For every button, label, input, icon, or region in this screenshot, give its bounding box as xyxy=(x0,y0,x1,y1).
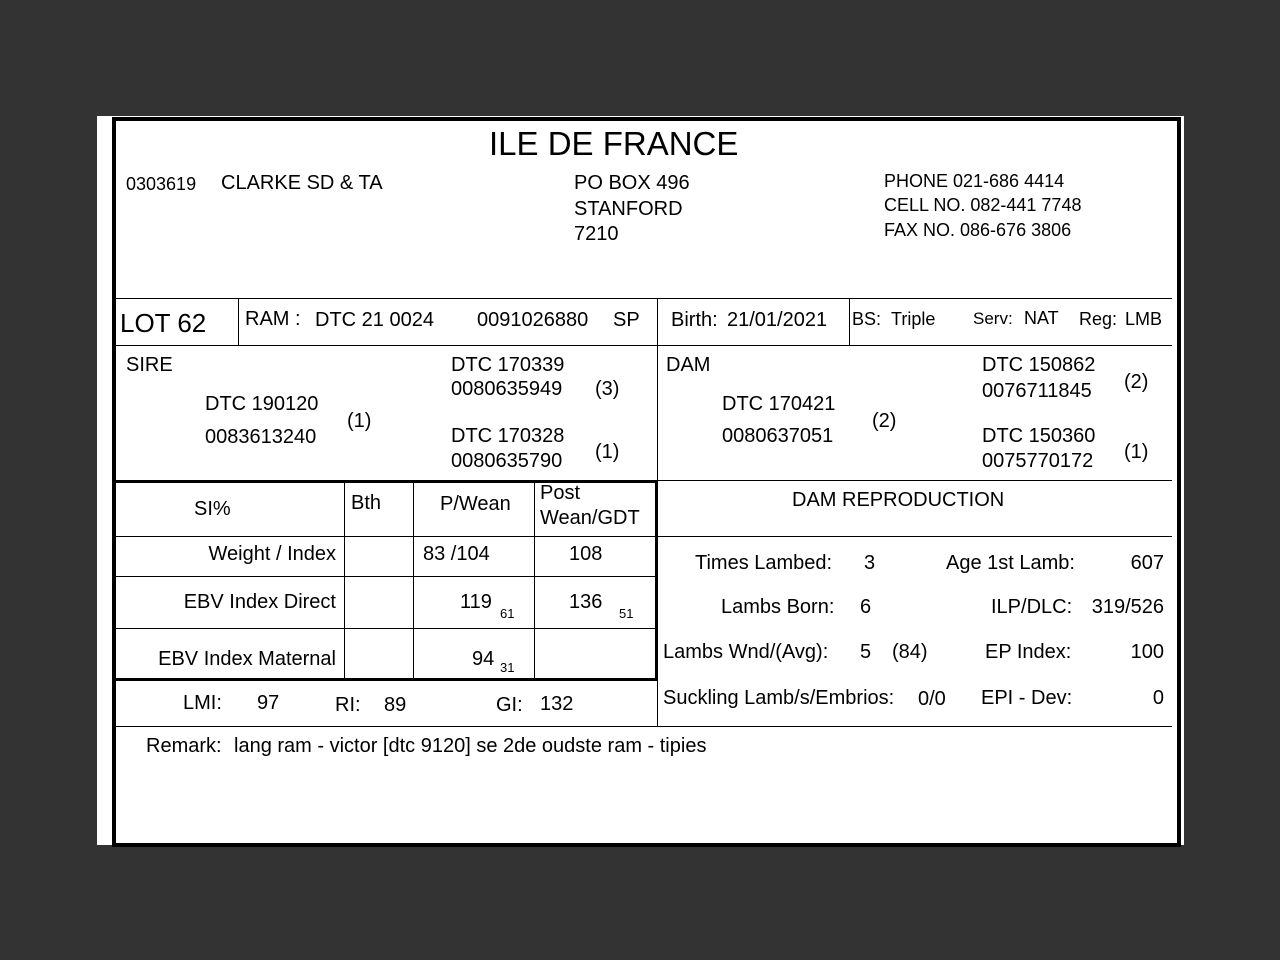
address-line: STANFORD xyxy=(574,198,683,220)
lambs-born-label: Lambs Born: xyxy=(721,596,835,618)
sire-count: (1) xyxy=(347,410,372,432)
pwean-value: 119 xyxy=(460,591,492,613)
remark-text: lang ram - victor [dtc 9120] se 2de oudste ram - tipies xyxy=(234,735,707,757)
post-accuracy: 51 xyxy=(619,606,634,621)
dam-count: (2) xyxy=(872,410,897,432)
lambs-weaned-avg: (84) xyxy=(892,641,928,663)
divider-line xyxy=(114,345,1172,346)
lot-number: LOT 62 xyxy=(120,308,207,338)
serv-value: NAT xyxy=(1024,308,1059,328)
fax-number: FAX NO. 086-676 3806 xyxy=(884,220,1072,240)
address-line: PO BOX 496 xyxy=(574,172,690,194)
divider-line xyxy=(114,678,658,681)
dam-reproduction-title: DAM REPRODUCTION xyxy=(792,489,1005,511)
age-first-lamb-label: Age 1st Lamb: xyxy=(946,552,1075,574)
post-value: 108 xyxy=(569,543,603,565)
si-header: SI% xyxy=(194,498,231,520)
breed-title: ILE DE FRANCE xyxy=(489,125,739,162)
divider-line xyxy=(658,480,1172,481)
dam-dam-number: 0075770172 xyxy=(982,450,1094,472)
breeder-name: CLARKE SD & TA xyxy=(221,172,383,194)
times-lambed-value: 3 xyxy=(864,552,876,574)
breeder-code: 0303619 xyxy=(126,174,197,194)
pwean-header: P/Wean xyxy=(440,493,511,515)
divider-line xyxy=(238,298,239,345)
sire-sire-number: 0080635949 xyxy=(451,378,563,400)
cell-number: CELL NO. 082-441 7748 xyxy=(884,195,1082,215)
pwean-value: 83 /104 xyxy=(423,543,490,565)
reg-label: Reg: xyxy=(1079,309,1118,329)
sire-number: 0083613240 xyxy=(205,426,317,448)
dam-sire-count: (2) xyxy=(1124,371,1149,393)
ep-index-value: 100 xyxy=(1130,641,1164,663)
dam-sire-number: 0076711845 xyxy=(982,380,1092,402)
lmi-value: 97 xyxy=(257,692,280,714)
dam-dam-count: (1) xyxy=(1124,441,1149,463)
sire-id: DTC 190120 xyxy=(205,393,319,415)
age-first-lamb-value: 607 xyxy=(1130,552,1164,574)
address-line: 7210 xyxy=(574,223,619,245)
ram-label: RAM : xyxy=(245,308,301,330)
ri-value: 89 xyxy=(384,694,407,716)
ep-index-label: EP Index: xyxy=(985,641,1072,663)
serv-label: Serv: xyxy=(973,309,1013,328)
sire-dam-number: 0080635790 xyxy=(451,450,563,472)
birth-label: Birth: xyxy=(671,309,718,331)
dam-number: 0080637051 xyxy=(722,425,834,447)
times-lambed-label: Times Lambed: xyxy=(695,552,833,574)
divider-line xyxy=(114,298,1172,299)
bs-value: Triple xyxy=(891,309,936,329)
dam-label: DAM xyxy=(666,354,711,376)
gi-value: 132 xyxy=(540,693,574,715)
post-header-line2: Wean/GDT xyxy=(540,507,640,529)
dam-id: DTC 170421 xyxy=(722,393,836,415)
remark-label: Remark: xyxy=(146,735,222,757)
divider-line xyxy=(114,576,658,577)
birth-date: 21/01/2021 xyxy=(727,309,828,331)
dam-dam-id: DTC 150360 xyxy=(982,425,1096,447)
sire-label: SIRE xyxy=(126,354,173,376)
reg-value: LMB xyxy=(1125,309,1163,329)
ilp-dlc-label: ILP/DLC: xyxy=(991,596,1073,618)
lambs-born-value: 6 xyxy=(860,596,872,618)
ilp-dlc-value: 319/526 xyxy=(1091,596,1164,618)
lmi-label: LMI: xyxy=(183,692,222,714)
sire-dam-id: DTC 170328 xyxy=(451,425,565,447)
post-header: Post xyxy=(540,482,581,504)
ram-id: DTC 21 0024 xyxy=(315,309,434,331)
pwean-accuracy: 61 xyxy=(500,606,515,621)
dam-sire-id: DTC 150862 xyxy=(982,354,1096,376)
epi-dev-value: 0 xyxy=(1152,687,1164,709)
divider-line xyxy=(114,628,658,629)
sire-sire-id: DTC 170339 xyxy=(451,354,565,376)
divider-line xyxy=(114,536,1172,537)
ram-grade: SP xyxy=(613,309,640,331)
divider-line xyxy=(413,481,414,678)
bs-label: BS: xyxy=(852,309,882,329)
sire-sire-count: (3) xyxy=(595,378,620,400)
pwean-value: 94 xyxy=(472,648,495,670)
lambs-weaned-label: Lambs Wnd/(Avg): xyxy=(663,641,829,663)
phone-number: PHONE 021-686 4414 xyxy=(884,171,1065,191)
divider-line xyxy=(849,298,850,345)
divider-line xyxy=(534,481,535,678)
row-label: EBV Index Maternal xyxy=(158,648,336,670)
divider-line xyxy=(114,726,1172,727)
row-label: Weight / Index xyxy=(208,543,336,565)
epi-dev-label: EPI - Dev: xyxy=(981,687,1073,709)
ri-label: RI: xyxy=(335,694,361,716)
gi-label: GI: xyxy=(496,694,523,716)
sire-dam-count: (1) xyxy=(595,441,620,463)
lambs-weaned-value: 5 xyxy=(860,641,872,663)
bth-header: Bth xyxy=(351,492,382,514)
divider-line xyxy=(344,481,345,678)
divider-line xyxy=(655,481,658,678)
pwean-accuracy: 31 xyxy=(500,660,515,675)
suckling-label: Suckling Lamb/s/Embrios: xyxy=(663,687,895,709)
row-label: EBV Index Direct xyxy=(183,591,336,613)
ram-number: 0091026880 xyxy=(477,309,589,331)
post-value: 136 xyxy=(569,591,603,613)
suckling-value: 0/0 xyxy=(918,688,946,710)
